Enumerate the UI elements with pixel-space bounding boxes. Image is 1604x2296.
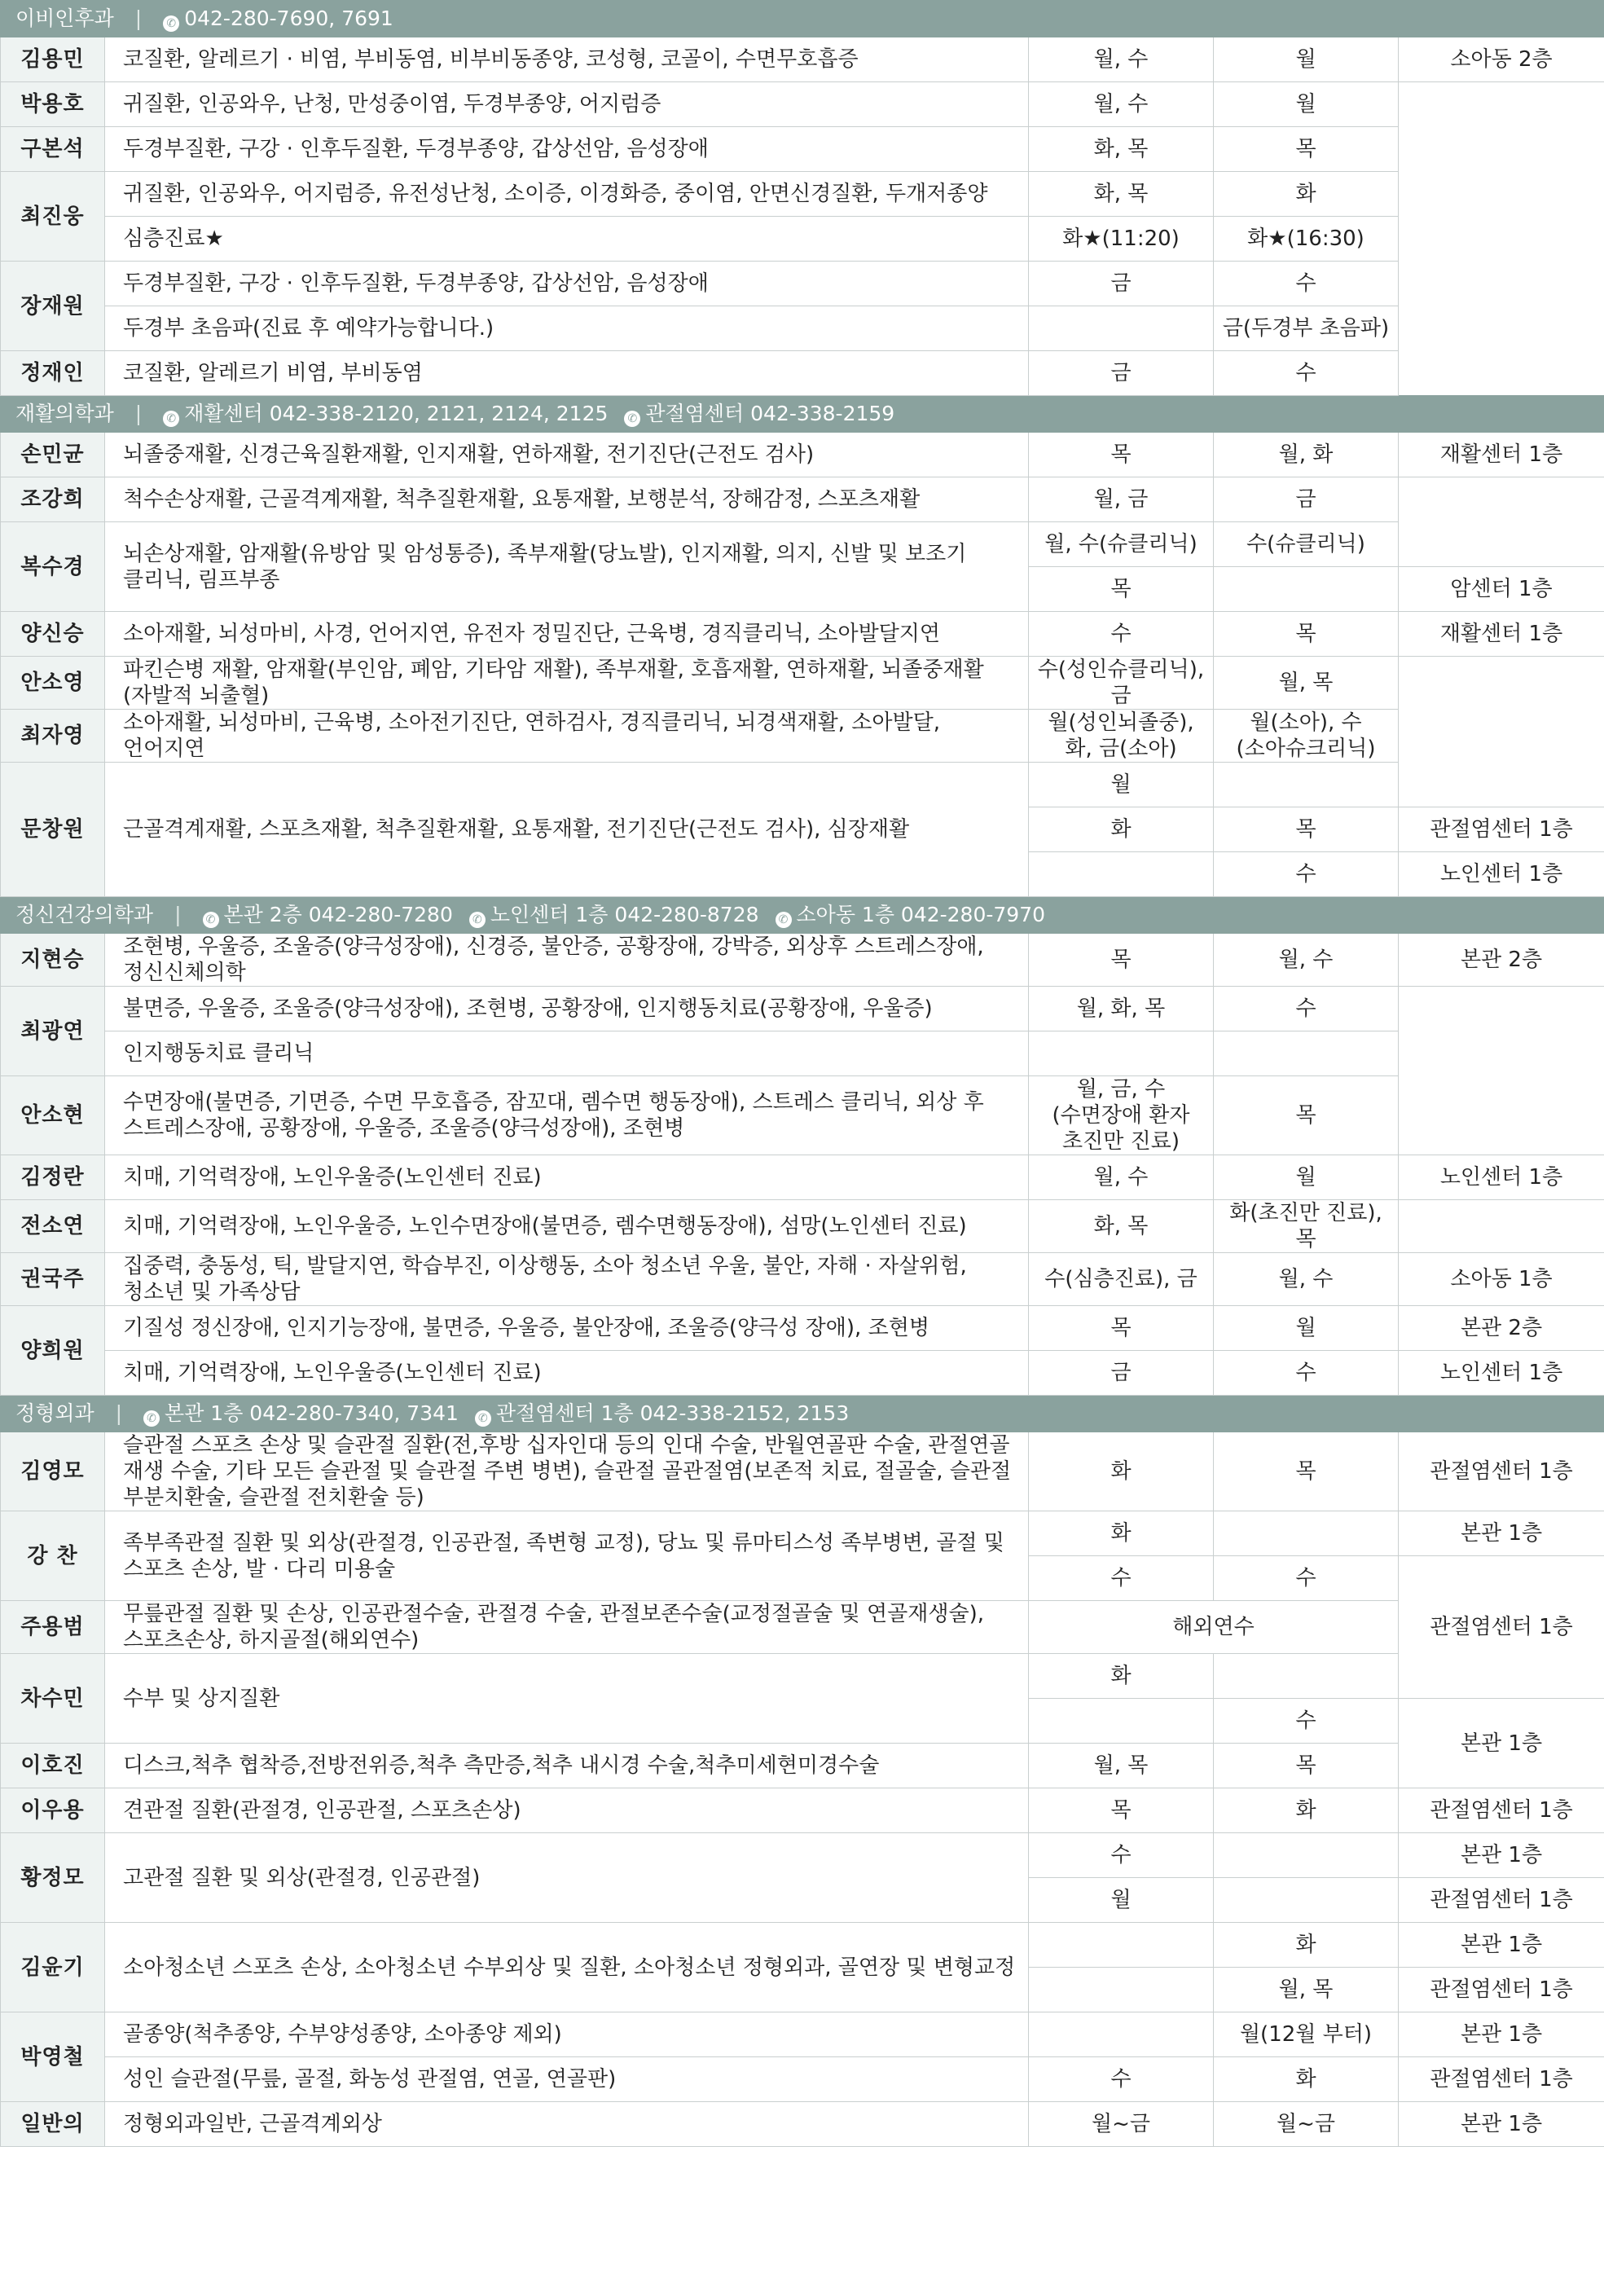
schedule-cell: 노인센터 1층 <box>1399 1351 1604 1396</box>
table-row <box>1 1833 1604 1878</box>
specialty-description: 성인 슬관절(무릎, 골절, 화농성 관절염, 연골, 연골판) <box>105 2057 1029 2102</box>
schedule-cell: 재활센터 1층 <box>1399 433 1604 477</box>
specialty-description: 귀질환, 인공와우, 난청, 만성중이염, 두경부종양, 어지럼증 <box>105 82 1029 127</box>
doctor-name: 최진웅 <box>1 172 105 262</box>
doctor-name: 안소현 <box>1 1076 105 1155</box>
table-row <box>1 1031 1604 1076</box>
schedule-cell <box>1214 1833 1399 1878</box>
department-header-cell <box>1 1 1604 37</box>
header-divider: | <box>115 1401 123 1425</box>
schedule-cell: 월 <box>1214 37 1399 82</box>
specialty-description: 견관절 질환(관절경, 인공관절, 스포츠손상) <box>105 1788 1029 1833</box>
schedule-cell: 수(성인슈클리닉), 금 <box>1029 657 1214 710</box>
schedule-cell <box>1029 1923 1214 1968</box>
schedule-cell: 화 <box>1214 2057 1399 2102</box>
schedule-cell: 월, 수(슈클리닉) <box>1029 522 1214 567</box>
specialty-description: 코질환, 알레르기 비염, 부비동염 <box>105 351 1029 396</box>
table-row <box>1 1200 1604 1253</box>
schedule-cell: 월, 수 <box>1029 37 1214 82</box>
doctor-name: 박영철 <box>1 2012 105 2102</box>
table-row <box>1 1351 1604 1396</box>
schedule-cell: 본관 1층 <box>1399 1923 1604 1968</box>
specialty-description: 골종양(척추종양, 수부양성종양, 소아종양 제외) <box>105 2012 1029 2057</box>
table-row <box>1 1306 1604 1351</box>
table-row <box>1 262 1604 306</box>
schedule-cell: 화 <box>1029 1511 1214 1556</box>
schedule-cell: 금 <box>1029 351 1214 396</box>
schedule-cell: 수(슈클리닉) <box>1214 522 1399 567</box>
schedule-cell: 월(12월 부터) <box>1214 2012 1399 2057</box>
department-phone: 042-280-7690, 7691 <box>184 7 393 30</box>
schedule-cell: 화★(16:30) <box>1214 217 1399 262</box>
table-row <box>1 1788 1604 1833</box>
schedule-cell: 화 <box>1029 1654 1214 1699</box>
schedule-cell: 월(소아), 수(소아슈크리닉) <box>1214 710 1399 763</box>
specialty-description: 귀질환, 인공와우, 어지럼증, 유전성난청, 소이증, 이경화증, 중이염, 안면신경질환, 두개저종양 <box>105 172 1029 217</box>
department-phone: 관절염센터 042-338-2159 <box>645 402 895 425</box>
schedule-cell: 월, 목 <box>1214 657 1399 710</box>
schedule-cell: 월(성인뇌졸중), 화, 금(소아) <box>1029 710 1214 763</box>
table-row <box>1 127 1604 172</box>
department-title: 정형외과 <box>15 1401 94 1425</box>
specialty-description: 고관절 질환 및 외상(관절경, 인공관절) <box>105 1833 1029 1923</box>
department-header <box>1 396 1604 433</box>
doctor-name: 차수민 <box>1 1654 105 1744</box>
specialty-description: 소아재활, 뇌성마비, 근육병, 소아전기진단, 연하검사, 경직클리닉, 뇌경색재활, 소아발달, 언어지연 <box>105 710 1029 763</box>
specialty-description: 조현병, 우울증, 조울증(양극성장애), 신경증, 불안증, 공황장애, 강박증, 외상후 스트레스장애, 정신신체의학 <box>105 934 1029 987</box>
doctor-name: 문창원 <box>1 763 105 897</box>
schedule-cell: 본관 1층 <box>1399 1511 1604 1556</box>
specialty-description: 족부족관절 질환 및 외상(관절경, 인공관절, 족변형 교정), 당뇨 및 류마티스성 족부병변, 골절 및 스포츠 손상, 발 · 다리 미용술 <box>105 1511 1029 1601</box>
schedule-cell: 월 <box>1214 1155 1399 1200</box>
schedule-cell: 노인센터 1층 <box>1399 852 1604 897</box>
table-row <box>1 934 1604 987</box>
schedule-cell: 금 <box>1029 1351 1214 1396</box>
schedule-cell: 관절염센터 1층 <box>1399 1968 1604 2012</box>
department-header <box>1 1 1604 37</box>
schedule-cell: 수 <box>1214 987 1399 1031</box>
table-row <box>1 477 1604 522</box>
schedule-cell: 월 <box>1029 1878 1214 1923</box>
specialty-description: 디스크,척추 협착증,전방전위증,척추 측만증,척추 내시경 수술,척추미세현미경수술 <box>105 1744 1029 1788</box>
doctor-name: 최광연 <box>1 987 105 1076</box>
specialty-description: 두경부 초음파(진료 후 예약가능합니다.) <box>105 306 1029 351</box>
specialty-description: 소아재활, 뇌성마비, 사경, 언어지연, 유전자 정밀진단, 근육병, 경직클리닉, 소아발달지연 <box>105 612 1029 657</box>
schedule-cell: 목 <box>1214 1744 1399 1788</box>
schedule-cell: 월 <box>1214 1306 1399 1351</box>
table-row <box>1 172 1604 217</box>
doctor-name: 구본석 <box>1 127 105 172</box>
schedule-cell: 수 <box>1214 1351 1399 1396</box>
phone-icon: ✆ <box>776 912 792 928</box>
schedule-cell: 본관 2층 <box>1399 1306 1604 1351</box>
schedule-cell: 화, 목 <box>1029 1200 1214 1253</box>
doctor-name: 김영모 <box>1 1432 105 1511</box>
specialty-description: 뇌손상재활, 암재활(유방암 및 암성통증), 족부재활(당뇨발), 인지재활, 의지, 신발 및 보조기 클리닉, 림프부종 <box>105 522 1029 612</box>
schedule-cell: 목 <box>1214 807 1399 852</box>
specialty-description: 수면장애(불면증, 기면증, 수면 무호흡증, 잠꼬대, 렘수면 행동장애), 스트레스 클리닉, 외상 후 스트레스장애, 공황장애, 우울증, 조울증(양극성장애), 조현병 <box>105 1076 1029 1155</box>
doctor-name: 손민균 <box>1 433 105 477</box>
schedule-cell: 목 <box>1214 127 1399 172</box>
doctor-name: 주용범 <box>1 1601 105 1654</box>
schedule-cell: 화, 목 <box>1029 172 1214 217</box>
schedule-cell: 화 <box>1214 1923 1399 1968</box>
phone-icon: ✆ <box>475 1410 491 1427</box>
department-header-cell <box>1 396 1604 433</box>
schedule-cell: 관절염센터 1층 <box>1399 2057 1604 2102</box>
schedule-cell: 수 <box>1214 852 1399 897</box>
phone-icon: ✆ <box>469 912 486 928</box>
schedule-cell: 목 <box>1029 433 1214 477</box>
schedule-cell: 목 <box>1214 1076 1399 1155</box>
schedule-cell: 월, 수 <box>1214 934 1399 987</box>
schedule-cell: 목 <box>1214 612 1399 657</box>
schedule-cell: 목 <box>1214 1432 1399 1511</box>
doctor-name: 양신승 <box>1 612 105 657</box>
schedule-cell: 수 <box>1029 1833 1214 1878</box>
schedule-cell: 관절염센터 1층 <box>1399 807 1604 852</box>
specialty-description: 코질환, 알레르기 · 비염, 부비동염, 비부비동종양, 코성형, 코골이, 수면무호흡증 <box>105 37 1029 82</box>
table-row <box>1 612 1604 657</box>
schedule-cell <box>1029 1031 1214 1076</box>
specialty-description: 척수손상재활, 근골격계재활, 척추질환재활, 요통재활, 보행분석, 장해감정, 스포츠재활 <box>105 477 1029 522</box>
schedule-cell <box>1029 2012 1214 2057</box>
schedule-cell: 수 <box>1214 1556 1399 1601</box>
schedule-cell <box>1214 1654 1399 1699</box>
doctor-name: 안소영 <box>1 657 105 710</box>
table-row <box>1 37 1604 82</box>
phone-icon: ✆ <box>203 912 219 928</box>
schedule-cell: 수 <box>1029 2057 1214 2102</box>
schedule-cell: 화 <box>1214 1788 1399 1833</box>
schedule-cell <box>1214 1878 1399 1923</box>
department-header <box>1 897 1604 934</box>
doctor-name: 양희원 <box>1 1306 105 1396</box>
table-row <box>1 657 1604 710</box>
schedule-cell: 월 <box>1214 82 1399 127</box>
schedule-cell: 본관 1층 <box>1399 1699 1604 1788</box>
table-row <box>1 1432 1604 1511</box>
specialty-description: 치매, 기억력장애, 노인우울증, 노인수면장애(불면증, 렘수면행동장애), 섬망(노인센터 진료) <box>105 1200 1029 1253</box>
department-title: 재활의학과 <box>15 402 114 425</box>
doctor-name: 조강희 <box>1 477 105 522</box>
schedule-cell: 관절염센터 1층 <box>1399 1788 1604 1833</box>
doctor-name: 전소연 <box>1 1200 105 1253</box>
schedule-cell: 월~금 <box>1029 2102 1214 2147</box>
doctor-name: 박용호 <box>1 82 105 127</box>
schedule-cell: 금 <box>1029 262 1214 306</box>
doctor-name: 일반의 <box>1 2102 105 2147</box>
table-row <box>1 2057 1604 2102</box>
schedule-cell: 월, 수 <box>1029 1155 1214 1200</box>
schedule-cell: 노인센터 1층 <box>1399 1155 1604 1200</box>
table-row <box>1 522 1604 567</box>
department-title: 정신건강의학과 <box>15 903 154 926</box>
doctor-name: 김용민 <box>1 37 105 82</box>
doctor-name: 지현승 <box>1 934 105 987</box>
doctor-name: 정재인 <box>1 351 105 396</box>
table-row <box>1 217 1604 262</box>
schedule-cell: 수 <box>1029 612 1214 657</box>
doctor-name: 강 찬 <box>1 1511 105 1601</box>
schedule-cell: 월, 금 <box>1029 477 1214 522</box>
table-row <box>1 351 1604 396</box>
phone-icon: ✆ <box>624 411 640 427</box>
department-header-cell <box>1 1396 1604 1432</box>
schedule-cell: 월, 목 <box>1214 1968 1399 2012</box>
schedule-cell: 목 <box>1029 567 1214 612</box>
table-row <box>1 1923 1604 1968</box>
schedule-cell: 관절염센터 1층 <box>1399 1878 1604 1923</box>
schedule-body <box>1 1 1604 2147</box>
doctor-name: 황정모 <box>1 1833 105 1923</box>
specialty-description: 기질성 정신장애, 인지기능장애, 불면증, 우울증, 불안장애, 조울증(양극성 장애), 조현병 <box>105 1306 1029 1351</box>
schedule-cell <box>1029 306 1214 351</box>
department-phone: 관절염센터 1층 042-338-2152, 2153 <box>495 1401 850 1425</box>
specialty-description: 파킨슨병 재활, 암재활(부인암, 폐암, 기타암 재활), 족부재활, 호흡재활, 연하재활, 뇌졸중재활(자발적 뇌출혈) <box>105 657 1029 710</box>
department-header <box>1 1396 1604 1432</box>
schedule-cell: 화(초진만 진료), 목 <box>1214 1200 1399 1253</box>
schedule-cell: 월, 화 <box>1214 433 1399 477</box>
schedule-cell: 관절염센터 1층 <box>1399 1556 1604 1699</box>
department-phone: 본관 2층 042-280-7280 <box>223 903 453 926</box>
specialty-description: 불면증, 우울증, 조울증(양극성장애), 조현병, 공황장애, 인지행동치료(공황장애, 우울증) <box>105 987 1029 1031</box>
schedule-cell: 월, 화, 목 <box>1029 987 1214 1031</box>
specialty-description: 치매, 기억력장애, 노인우울증(노인센터 진료) <box>105 1351 1029 1396</box>
specialty-description: 정형외과일반, 근골격계외상 <box>105 2102 1029 2147</box>
schedule-cell: 소아동 1층 <box>1399 1253 1604 1306</box>
schedule-cell: 화★(11:20) <box>1029 217 1214 262</box>
doctor-name: 이호진 <box>1 1744 105 1788</box>
schedule-cell <box>1214 1511 1399 1556</box>
schedule-cell: 소아동 2층 <box>1399 37 1604 82</box>
table-row <box>1 1076 1604 1155</box>
schedule-cell <box>1029 1699 1214 1744</box>
specialty-description: 슬관절 스포츠 손상 및 슬관절 질환(전,후방 십자인대 등의 인대 수술, 반월연골판 수술, 관절연골 재생 수술, 기타 모든 슬관절 및 슬관절 주변 병변), 슬관절 골관절염(보존적 치료, 절골술, 슬관절 부분치환술, 슬관절 전치환술 등) <box>105 1432 1029 1511</box>
department-phone: 본관 1층 042-280-7340, 7341 <box>165 1401 459 1425</box>
schedule-cell: 목 <box>1029 1306 1214 1351</box>
phone-icon: ✆ <box>143 1410 160 1427</box>
doctor-name: 김정란 <box>1 1155 105 1200</box>
table-row <box>1 82 1604 127</box>
doctor-name: 김윤기 <box>1 1923 105 2012</box>
schedule-cell: 월 <box>1029 763 1214 807</box>
schedule-cell: 수(심층진료), 금 <box>1029 1253 1214 1306</box>
schedule-cell: 화 <box>1214 172 1399 217</box>
table-row <box>1 306 1604 351</box>
doctor-name: 최자영 <box>1 710 105 763</box>
specialty-description: 무릎관절 질환 및 손상, 인공관절수술, 관절경 수술, 관절보존수술(교정절골술 및 연골재생술), 스포츠손상, 하지골절(해외연수) <box>105 1601 1029 1654</box>
doctor-name: 이우용 <box>1 1788 105 1833</box>
schedule-cell: 월, 목 <box>1029 1744 1214 1788</box>
specialty-description: 근골격계재활, 스포츠재활, 척추질환재활, 요통재활, 전기진단(근전도 검사), 심장재활 <box>105 763 1029 897</box>
schedule-cell: 화 <box>1029 1432 1214 1511</box>
schedule-cell: 금(두경부 초음파) <box>1214 306 1399 351</box>
schedule-cell: 관절염센터 1층 <box>1399 1432 1604 1511</box>
schedule-cell: 수 <box>1029 1556 1214 1601</box>
schedule-cell: 수 <box>1214 1699 1399 1744</box>
schedule-cell: 목 <box>1029 1788 1214 1833</box>
department-phone: 노인센터 1층 042-280-8728 <box>490 903 759 926</box>
schedule-cell: 본관 1층 <box>1399 2012 1604 2057</box>
table-row <box>1 1744 1604 1788</box>
schedule-cell: 월, 수 <box>1214 1253 1399 1306</box>
schedule-cell <box>1029 852 1214 897</box>
table-row <box>1 433 1604 477</box>
specialty-description: 소아청소년 스포츠 손상, 소아청소년 수부외상 및 질환, 소아청소년 정형외과, 골연장 및 변형교정 <box>105 1923 1029 2012</box>
schedule-cell: 월~금 <box>1214 2102 1399 2147</box>
specialty-description: 뇌졸중재활, 신경근육질환재활, 인지재활, 연하재활, 전기진단(근전도 검사) <box>105 433 1029 477</box>
schedule-cell: 암센터 1층 <box>1399 567 1604 612</box>
specialty-description: 심층진료★ <box>105 217 1029 262</box>
schedule-cell: 본관 2층 <box>1399 934 1604 987</box>
schedule-cell: 본관 1층 <box>1399 2102 1604 2147</box>
schedule-cell: 수 <box>1214 262 1399 306</box>
schedule-cell: 본관 1층 <box>1399 1833 1604 1878</box>
header-divider: | <box>134 7 143 30</box>
schedule-cell: 재활센터 1층 <box>1399 612 1604 657</box>
table-row <box>1 1601 1604 1654</box>
schedule-cell: 목 <box>1029 934 1214 987</box>
specialty-description: 인지행동치료 클리닉 <box>105 1031 1029 1076</box>
table-row <box>1 2102 1604 2147</box>
doctor-name: 복수경 <box>1 522 105 612</box>
table-row <box>1 1654 1604 1699</box>
table-row <box>1 2012 1604 2057</box>
department-phone: 소아동 1층 042-280-7970 <box>796 903 1046 926</box>
schedule-cell: 월, 금, 수(수면장애 환자 초진만 진료) <box>1029 1076 1214 1155</box>
schedule-cell: 월, 수 <box>1029 82 1214 127</box>
schedule-cell <box>1214 1031 1399 1076</box>
phone-icon: ✆ <box>163 411 179 427</box>
table-row <box>1 1253 1604 1306</box>
department-phone: 재활센터 042-338-2120, 2121, 2124, 2125 <box>184 402 609 425</box>
table-row <box>1 1511 1604 1556</box>
department-header-cell <box>1 897 1604 934</box>
schedule-cell: 화, 목 <box>1029 127 1214 172</box>
schedule-cell <box>1214 763 1399 807</box>
specialty-description: 집중력, 충동성, 틱, 발달지연, 학습부진, 이상행동, 소아 청소년 우울, 불안, 자해 · 자살위험, 청소년 및 가족상담 <box>105 1253 1029 1306</box>
schedule-cell <box>1029 1968 1214 2012</box>
doctor-name: 권국주 <box>1 1253 105 1306</box>
schedule-cell: 화 <box>1029 807 1214 852</box>
header-divider: | <box>134 402 143 425</box>
table-row <box>1 710 1604 763</box>
table-row <box>1 987 1604 1031</box>
schedule-cell <box>1214 567 1399 612</box>
department-title: 이비인후과 <box>15 7 114 30</box>
phone-icon: ✆ <box>163 15 179 32</box>
header-divider: | <box>174 903 182 926</box>
schedule-cell: 금 <box>1214 477 1399 522</box>
specialty-description: 두경부질환, 구강 · 인후두질환, 두경부종양, 갑상선암, 음성장애 <box>105 262 1029 306</box>
specialty-description: 수부 및 상지질환 <box>105 1654 1029 1744</box>
schedule-cell: 해외연수 <box>1029 1601 1399 1654</box>
specialty-description: 치매, 기억력장애, 노인우울증(노인센터 진료) <box>105 1155 1029 1200</box>
specialty-description: 두경부질환, 구강 · 인후두질환, 두경부종양, 갑상선암, 음성장애 <box>105 127 1029 172</box>
table-row <box>1 1155 1604 1200</box>
table-row <box>1 763 1604 807</box>
doctor-name: 장재원 <box>1 262 105 351</box>
schedule-cell: 수 <box>1214 351 1399 396</box>
